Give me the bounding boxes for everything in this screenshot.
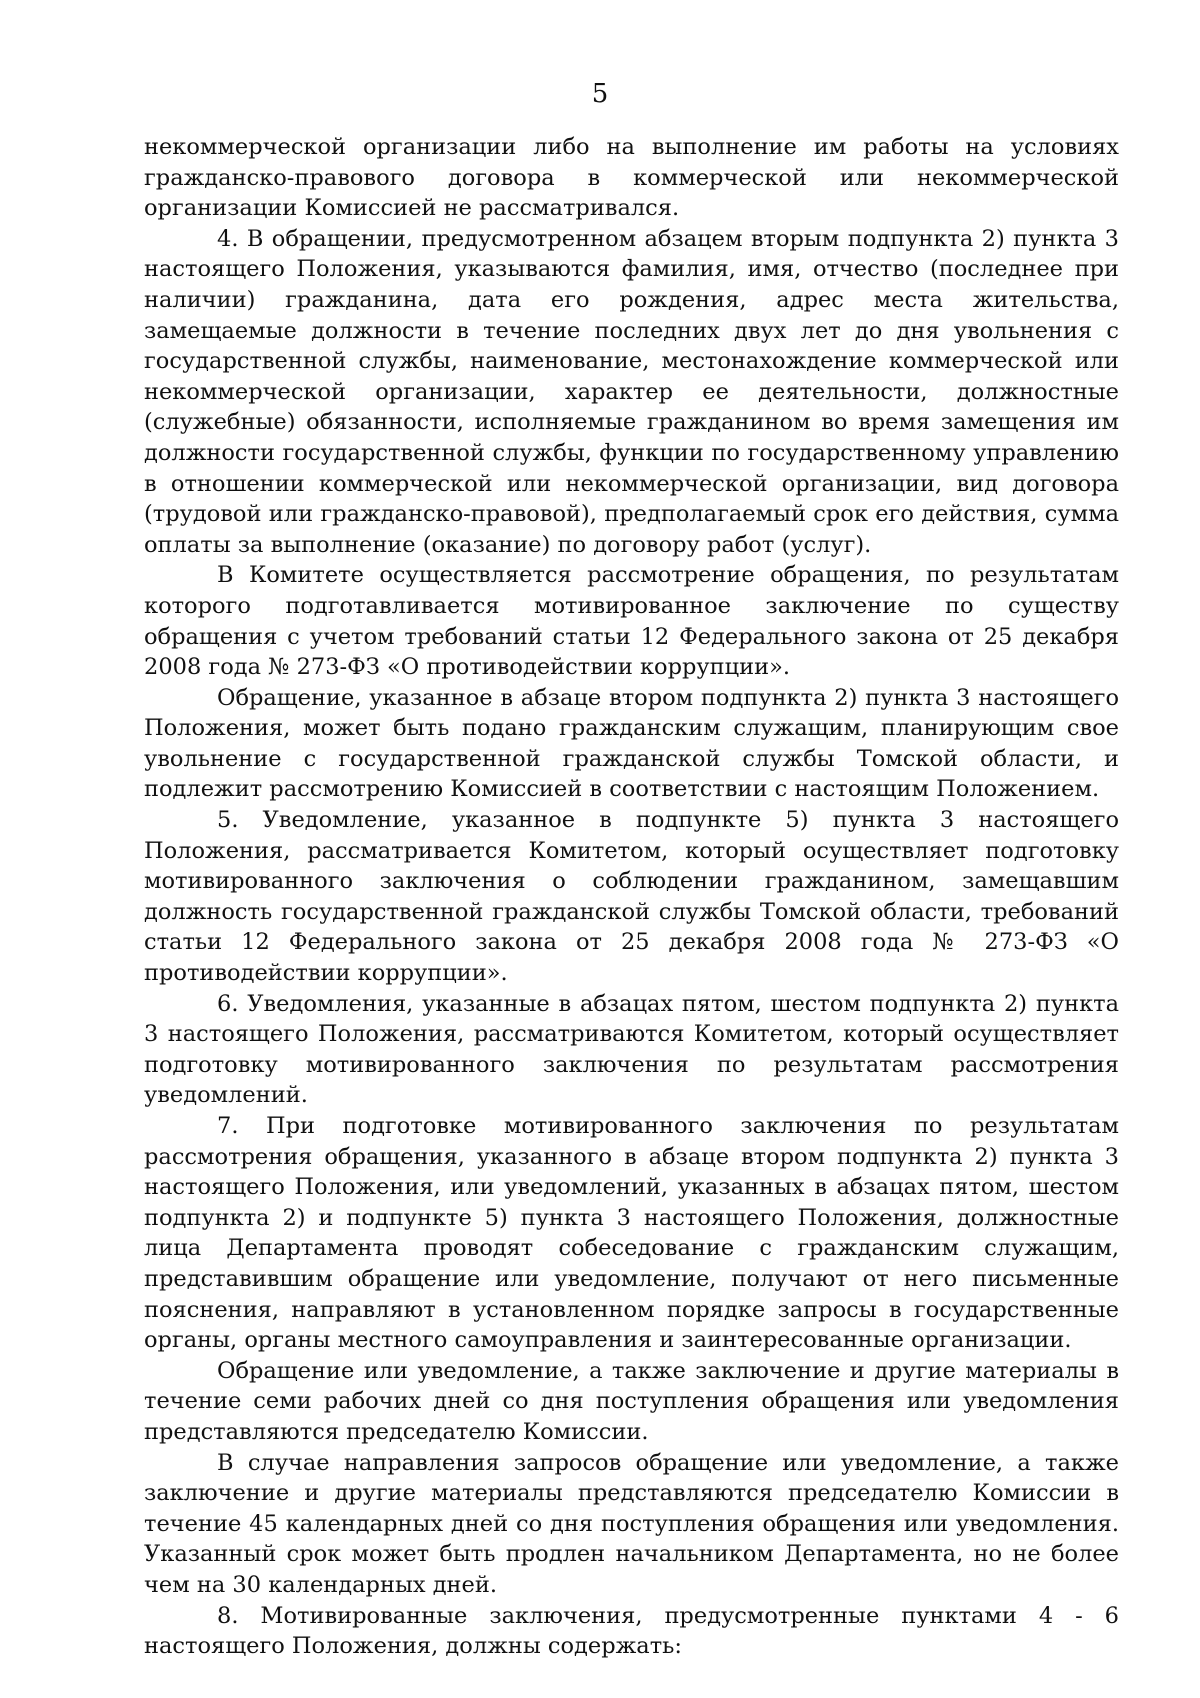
paragraph-item-6: 6. Уведомления, указанные в абзацах пятом, шестом подпункта 2) пункта 3 настоящего Положения, рассматриваются Комитетом, который осуществляет подготовку мотивированного заключения по результатам рассмотрения уведомлений.: [144, 990, 1119, 1109]
paragraph-committee-review: В Комитете осуществляется рассмотрение обращения, по результатам которого подготавливается мотивированное заключение по существу обращения с учетом требований статьи 12 Федерального закона от 25 декабря 2008 года № 273-ФЗ «О противодействии коррупции».: [144, 562, 1119, 681]
paragraph-item-4: 4. В обращении, предусмотренном абзацем вторым подпункта 2) пункта 3 настоящего Положения, указываются фамилия, имя, отчество (последнее при наличии) гражданина, дата его рождения, адрес места жительства, замещаемые должности в течение последних двух лет до дня увольнения с государственной службы, наименование, местонахождение коммерческой или некоммерческой организации, характер ее деятельности, должностные (служебные) обязанности, исполняемые гражданином во время замещения им должности государственной службы, функции по государственному управлению в отношении коммерческой или некоммерческой организации, вид договора (трудовой или гражданско-правовой), предполагаемый срок его действия, сумма оплаты за выполнение (оказание) по договору работ (услуг).: [144, 225, 1119, 558]
paragraph-item-5: 5. Уведомление, указанное в подпункте 5) пункта 3 настоящего Положения, рассматривается Комитетом, который осуществляет подготовку мотивированного заключения о соблюдении гражданином, замещавшим должность государственной гражданской службы Томской области, требований статьи 12 Федерального закона от 25 декабря 2008 года № 273-ФЗ «О противодействии коррупции».: [144, 807, 1119, 987]
paragraph-materials-submission: Обращение или уведомление, а также заключение и другие материалы в течение семи рабочих дней со дня поступления обращения или уведомления представляются председателю Комиссии.: [144, 1357, 1119, 1445]
paragraph-requests-deadline: В случае направления запросов обращение или уведомление, а также заключение и другие материалы представляются председателю Комиссии в течение 45 календарных дней со дня поступления обращения или уведомления. Указанный срок может быть продлен начальником Департамента, но не более чем на 30 календарных дней.: [144, 1449, 1119, 1598]
page-number: 5: [591, 79, 609, 109]
document-body: [144, 132, 1119, 1662]
paragraph-item-8: 8. Мотивированные заключения, предусмотренные пунктами 4 - 6 настоящего Положения, должны содержать:: [144, 1602, 1119, 1660]
paragraph-continuation: некоммерческой организации либо на выполнение им работы на условиях гражданско-правового договора в коммерческой или некоммерческой организации Комиссией не рассматривался.: [144, 134, 1119, 222]
paragraph-item-7: 7. При подготовке мотивированного заключения по результатам рассмотрения обращения, указанного в абзаце втором подпункта 2) пункта 3 настоящего Положения, или уведомлений, указанных в абзацах пятом, шестом подпункта 2) и подпункте 5) пункта 3 настоящего Положения, должностные лица Департамента проводят собеседование с гражданским служащим, представившим обращение или уведомление, получают от него письменные пояснения, направляют в установленном порядке запросы в государственные органы, органы местного самоуправления и заинтересованные организации.: [144, 1113, 1119, 1354]
paragraph-appeal-submission: Обращение, указанное в абзаце втором подпункта 2) пункта 3 настоящего Положения, может быть подано гражданским служащим, планирующим свое увольнение с государственной гражданской службы Томской области, и подлежит рассмотрению Комиссией в соответствии с настоящим Положением.: [144, 684, 1119, 803]
